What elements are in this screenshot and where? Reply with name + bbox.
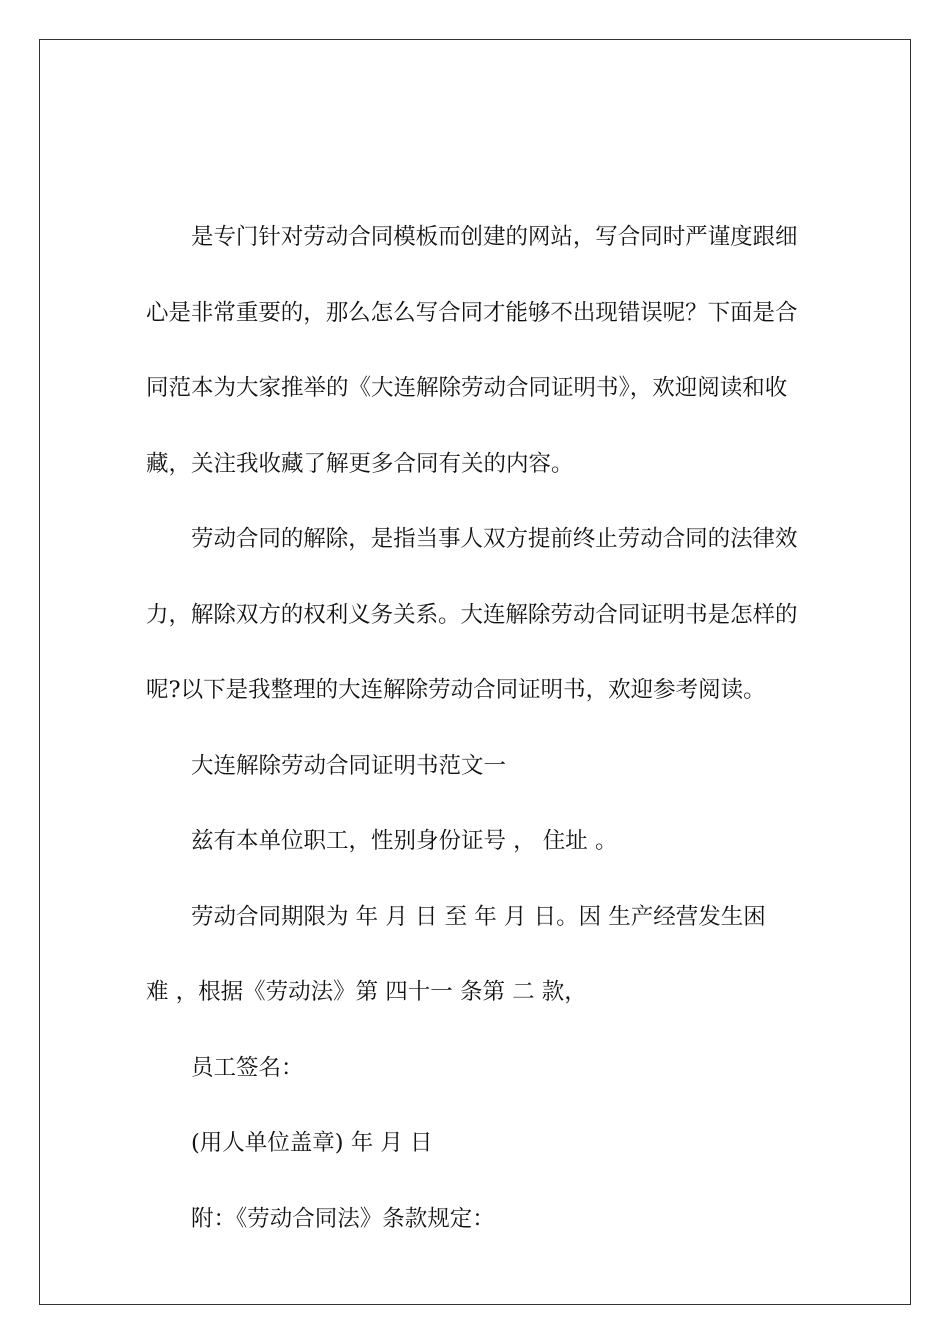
contract-term-line: 劳动合同期限为 年 月 日 至 年 月 日。因 生产经营发生困 [191,903,766,930]
sample-title: 大连解除劳动合同证明书范文一 [191,752,507,779]
appendix-heading: 附：《劳动合同法》条款规定： [191,1205,495,1232]
intro-paragraph [146,200,798,502]
document-body [146,200,798,1257]
definition-line: 呢?以下是我整理的大连解除劳动合同证明书，欢迎参考阅读。 [146,677,766,703]
intro-line: 同范本为大家推举的《大连解除劳动合同证明书》，欢迎阅读和收 [146,375,788,401]
intro-line: 心是非常重要的，那么怎么写合同才能够不出现错误呢？下面是合 [146,299,798,326]
intro-line: 是专门针对劳动合同模板而创建的网站，写合同时严谨度跟细 [191,224,798,250]
employee-info: 兹有本单位职工，性别身份证号 ， 住址 。 [191,828,618,854]
employer-seal-date: (用人单位盖章) 年 月 日 [191,1130,433,1156]
employee-signature: 员工签名： [191,1054,304,1081]
definition-line: 劳动合同的解除，是指当事人双方提前终止劳动合同的法律效 [191,526,798,552]
contract-term-paragraph [146,880,798,1031]
contract-term-line: 难 ，根据《劳动法》第 四十一 条第 二 款， [146,979,587,1005]
definition-paragraph [146,502,798,729]
intro-line: 藏，关注我收藏了解更多合同有关的内容。 [146,450,574,477]
definition-line: 力，解除双方的权利义务关系。大连解除劳动合同证明书是怎样的 [146,601,798,628]
